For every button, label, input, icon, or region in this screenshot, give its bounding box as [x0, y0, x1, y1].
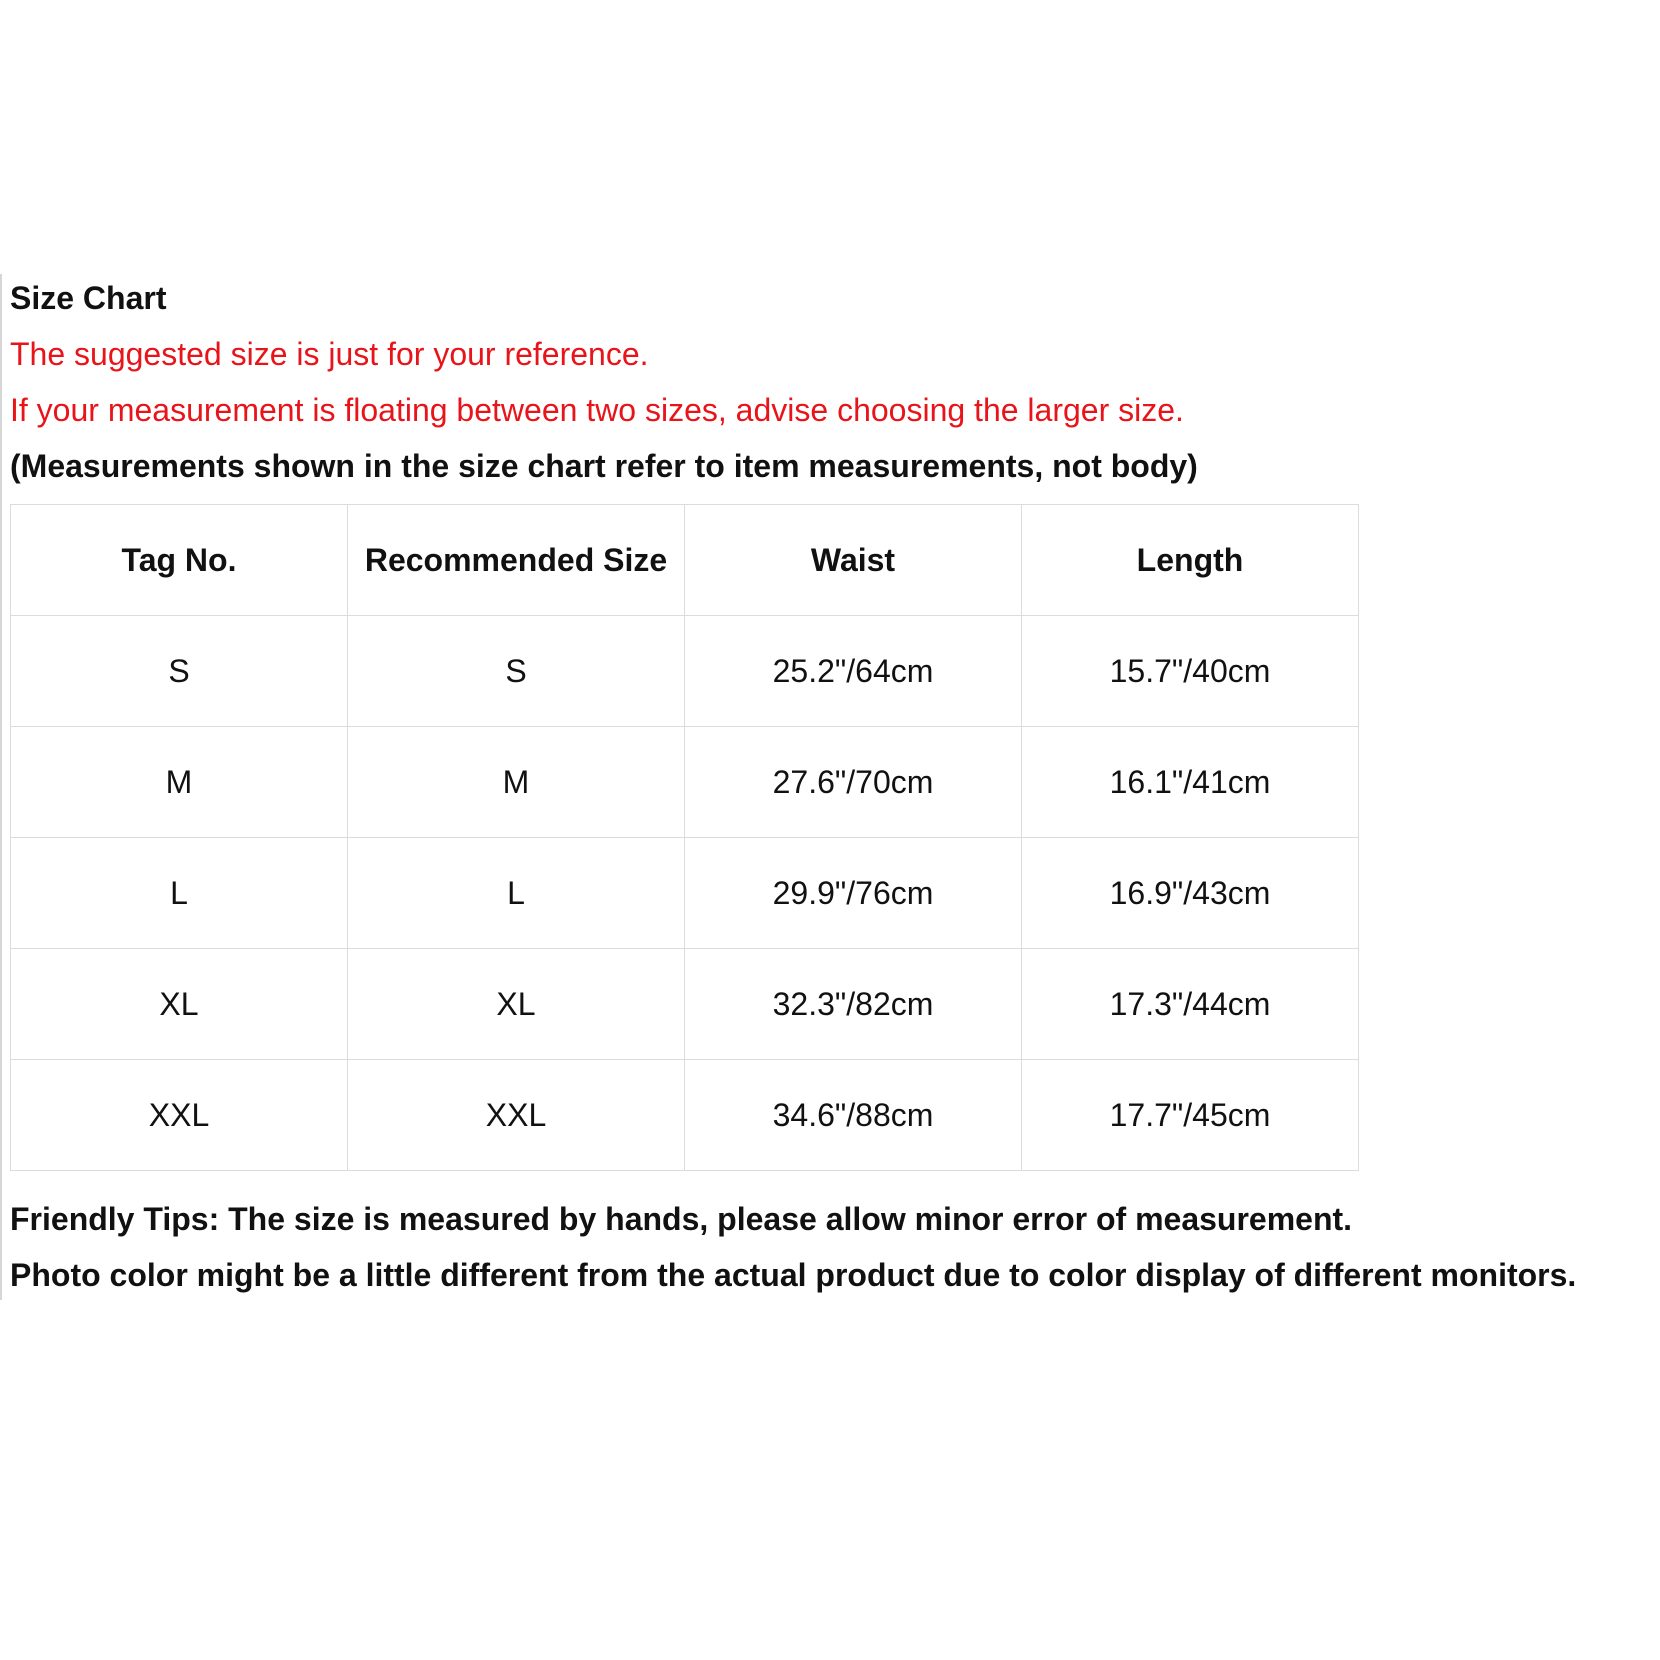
size-chart-title: Size Chart: [10, 280, 167, 316]
table-row: [11, 727, 1359, 838]
table-row: [11, 838, 1359, 949]
cell-tag-no: M: [11, 727, 348, 838]
cell-waist: 29.9"/76cm: [685, 838, 1022, 949]
cell-length: 16.9"/43cm: [1022, 838, 1359, 949]
cell-recommended-size: XXL: [348, 1060, 685, 1171]
cell-recommended-size: M: [348, 727, 685, 838]
column-header-tag-no: Tag No.: [11, 505, 348, 616]
column-header-recommended-size: Recommended Size: [348, 505, 685, 616]
table-row: [11, 616, 1359, 727]
friendly-tip-measurement: Friendly Tips: The size is measured by hands, please allow minor error of measurement.: [10, 1201, 1353, 1237]
cell-length: 15.7"/40cm: [1022, 616, 1359, 727]
cell-tag-no: XXL: [11, 1060, 348, 1171]
cell-recommended-size: XL: [348, 949, 685, 1060]
measurement-note: (Measurements shown in the size chart refer to item measurements, not body): [10, 448, 1198, 484]
cell-recommended-size: S: [348, 616, 685, 727]
size-table: [10, 504, 1359, 1171]
cell-length: 17.7"/45cm: [1022, 1060, 1359, 1171]
cell-waist: 34.6"/88cm: [685, 1060, 1022, 1171]
cell-length: 17.3"/44cm: [1022, 949, 1359, 1060]
column-header-waist: Waist: [685, 505, 1022, 616]
cell-tag-no: XL: [11, 949, 348, 1060]
cell-tag-no: S: [11, 616, 348, 727]
column-header-length: Length: [1022, 505, 1359, 616]
cell-recommended-size: L: [348, 838, 685, 949]
friendly-tip-color: Photo color might be a little different from the actual product due to color display of different monitors.: [10, 1257, 1577, 1293]
table-header-row: [11, 505, 1359, 616]
reference-note: The suggested size is just for your reference.: [10, 336, 649, 372]
cell-waist: 32.3"/82cm: [685, 949, 1022, 1060]
table-row: [11, 1060, 1359, 1171]
cell-length: 16.1"/41cm: [1022, 727, 1359, 838]
size-chart-section: [0, 274, 1660, 1300]
table-row: [11, 949, 1359, 1060]
cell-waist: 27.6"/70cm: [685, 727, 1022, 838]
larger-size-advice: If your measurement is floating between two sizes, advise choosing the larger size.: [10, 392, 1184, 428]
cell-tag-no: L: [11, 838, 348, 949]
cell-waist: 25.2"/64cm: [685, 616, 1022, 727]
